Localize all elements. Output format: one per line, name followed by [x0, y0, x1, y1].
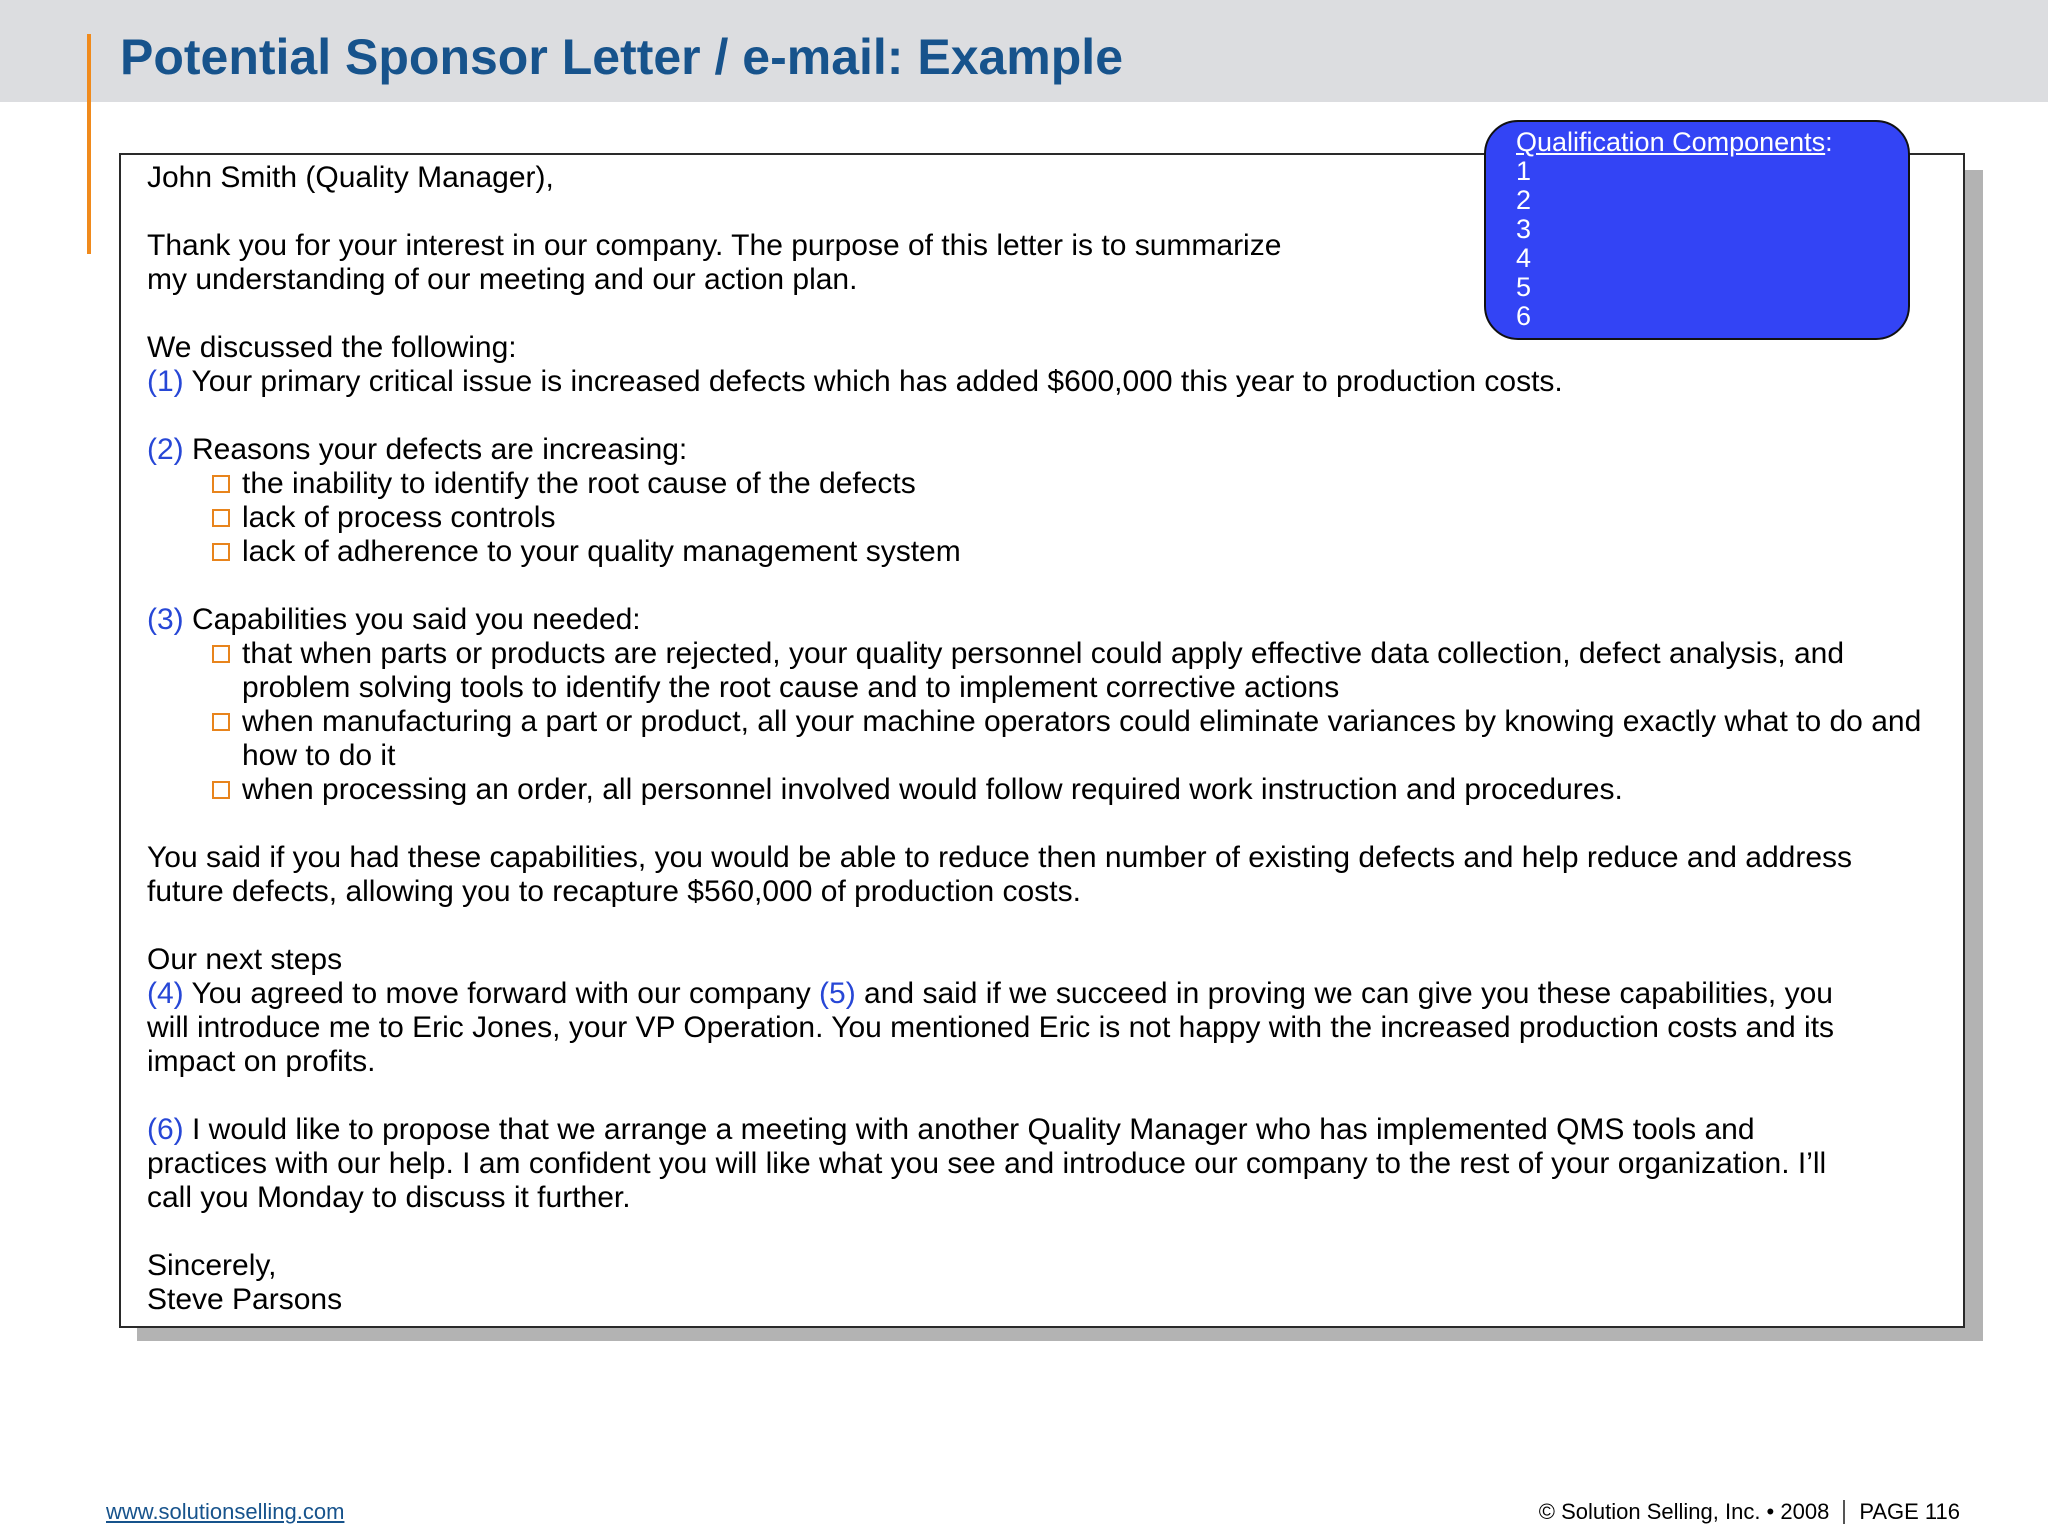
footer-divider — [1843, 1500, 1845, 1524]
qualification-item: 1 — [1516, 156, 1532, 186]
qualification-item: 6 — [1516, 301, 1532, 331]
next-steps-heading: Our next steps — [147, 943, 343, 976]
item-2-number: (2) — [147, 433, 184, 466]
capability-item — [147, 705, 1947, 773]
qualification-heading-colon: : — [1825, 127, 1833, 157]
page-title: Potential Sponsor Letter / e-mail: Example — [120, 29, 1124, 85]
item-5-text: and said if we succeed in proving we can give you these capabilities, you — [855, 977, 1833, 1010]
qualification-callout — [1484, 120, 1910, 340]
item-6-text: I would like to propose that we arrange a meeting with another Quality Manager who has implemented QMS tools and — [183, 1113, 1755, 1146]
reason-item — [147, 467, 1947, 501]
qualification-item: 3 — [1516, 214, 1532, 244]
letter-signature: Steve Parsons — [147, 1283, 343, 1316]
checkbox-bullet-icon — [212, 543, 230, 561]
checkbox-bullet-icon — [212, 509, 230, 527]
item-3 — [147, 603, 1947, 637]
item-6-line-3: call you Monday to discuss it further. — [147, 1181, 631, 1214]
letter-closing: Sincerely, — [147, 1249, 277, 1282]
capability-item — [147, 637, 1947, 705]
reason-text: lack of process controls — [242, 501, 556, 534]
qualification-item: 2 — [1516, 185, 1532, 215]
item-2-text: Reasons your defects are increasing: — [183, 433, 688, 466]
item-3-number: (3) — [147, 603, 184, 636]
page-number: PAGE 116 — [1859, 1499, 1960, 1524]
checkbox-bullet-icon — [212, 781, 230, 799]
capability-item — [147, 773, 1947, 807]
accent-line — [87, 34, 91, 254]
reason-text: the inability to identify the root cause of the defects — [242, 467, 916, 500]
capability-text: that when parts or products are rejected, your quality personnel could apply effective data collection, defect analysis, and problem solving tools to identify the root cause and to implement corrective actions — [242, 637, 1845, 704]
item-6 — [147, 1113, 1947, 1147]
letter-greeting: John Smith (Quality Manager), — [147, 161, 554, 194]
qualification-item: 4 — [1516, 243, 1532, 273]
letter-intro-line-1: Thank you for your interest in our company. The purpose of this letter is to summarize — [147, 229, 1282, 262]
value-line-1: You said if you had these capabilities, you would be able to reduce then number of existing defects and help reduce and address — [147, 841, 1853, 874]
item-4-5 — [147, 977, 1947, 1011]
item-6-line-2: practices with our help. I am confident you will like what you see and introduce our company to the rest of your organization. I’ll — [147, 1147, 1827, 1180]
qualification-heading-text: Qualification Components — [1516, 127, 1826, 157]
item-1-text: Your primary critical issue is increased defects which has added $600,000 this year to production costs. — [183, 365, 1563, 398]
reason-text: lack of adherence to your quality management system — [242, 535, 961, 568]
item-4-text: You agreed to move forward with our company — [183, 977, 820, 1010]
item-1 — [147, 365, 1947, 399]
item-3-text: Capabilities you said you needed: — [183, 603, 641, 636]
item-2 — [147, 433, 1947, 467]
discussed-heading: We discussed the following: — [147, 331, 517, 364]
website-link[interactable]: www.solutionselling.com — [106, 1499, 345, 1524]
capability-text: when manufacturing a part or product, all your machine operators could eliminate variances by knowing exactly what to do and how to do it — [242, 705, 1922, 772]
qualification-heading — [1516, 128, 1908, 157]
item-6-number: (6) — [147, 1113, 184, 1146]
value-line-2: future defects, allowing you to recapture $560,000 of production costs. — [147, 875, 1081, 908]
capability-text: when processing an order, all personnel involved would follow required work instruction and procedures. — [242, 773, 1623, 806]
letter-intro-line-2: my understanding of our meeting and our action plan. — [147, 263, 858, 296]
item-1-number: (1) — [147, 365, 184, 398]
footer-info — [1539, 1499, 1960, 1525]
reason-item — [147, 535, 1947, 569]
checkbox-bullet-icon — [212, 713, 230, 731]
item-5-number: (5) — [819, 977, 856, 1010]
checkbox-bullet-icon — [212, 475, 230, 493]
qualification-item: 5 — [1516, 272, 1532, 302]
reason-item — [147, 501, 1947, 535]
item-4-number: (4) — [147, 977, 184, 1010]
copyright-text: © Solution Selling, Inc. • 2008 — [1538, 1499, 1830, 1524]
item-5-line-2: will introduce me to Eric Jones, your VP Operation. You mentioned Eric is not happy with the increased production costs and its — [147, 1011, 1835, 1044]
checkbox-bullet-icon — [212, 645, 230, 663]
item-5-line-3: impact on profits. — [147, 1045, 376, 1078]
